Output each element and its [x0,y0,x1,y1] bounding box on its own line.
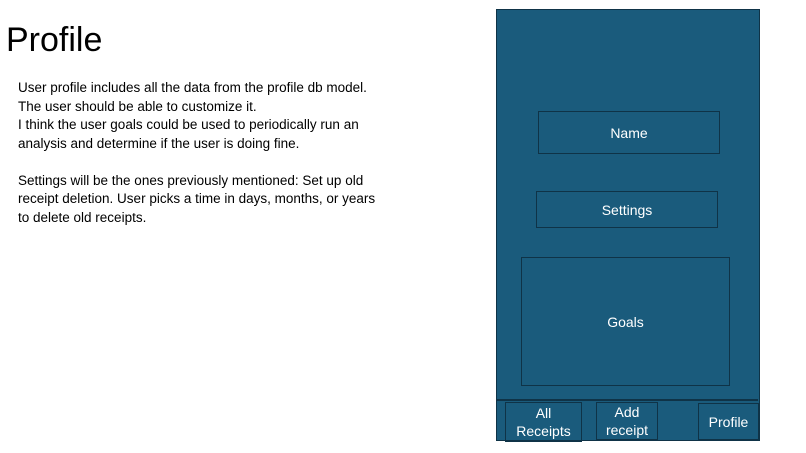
notes-line: Settings will be the ones previously mentioned: Set up old [18,172,364,188]
notes-line: The user should be able to customize it. [18,98,257,114]
notes-line: I think the user goals could be used to periodically run an [18,117,359,132]
nav-all-receipts-button[interactable] [505,402,582,442]
notes-line: analysis and determine if the user is doing fine. [18,135,300,151]
nav-label-line: All [535,405,552,421]
notes-line: User profile includes all the data from the profile db model. [18,80,367,95]
notes-line: to delete old receipts. [18,209,147,225]
paragraph-spacer [18,153,418,172]
nav-label-line: Receipts [516,423,571,439]
bottom-nav-divider [497,399,758,401]
goals-section[interactable] [521,257,730,386]
notes-line: receipt deletion. User picks a time in days, months, or years [18,191,376,206]
nav-add-receipt-label [606,403,648,439]
name-section[interactable] [538,111,720,154]
settings-label: Settings [601,201,653,218]
nav-label-line: Add [614,404,640,420]
settings-section[interactable] [536,191,718,228]
profile-notes [18,79,418,227]
nav-profile-label: Profile [708,413,749,430]
phone-mockup [496,9,760,441]
name-label: Name [610,124,648,141]
nav-add-receipt-button[interactable] [596,402,658,440]
nav-all-receipts-label [516,404,570,440]
nav-profile-button[interactable] [698,403,759,440]
goals-label: Goals [607,313,644,330]
nav-label-line: receipt [605,422,649,438]
page-title: Profile [6,21,103,59]
